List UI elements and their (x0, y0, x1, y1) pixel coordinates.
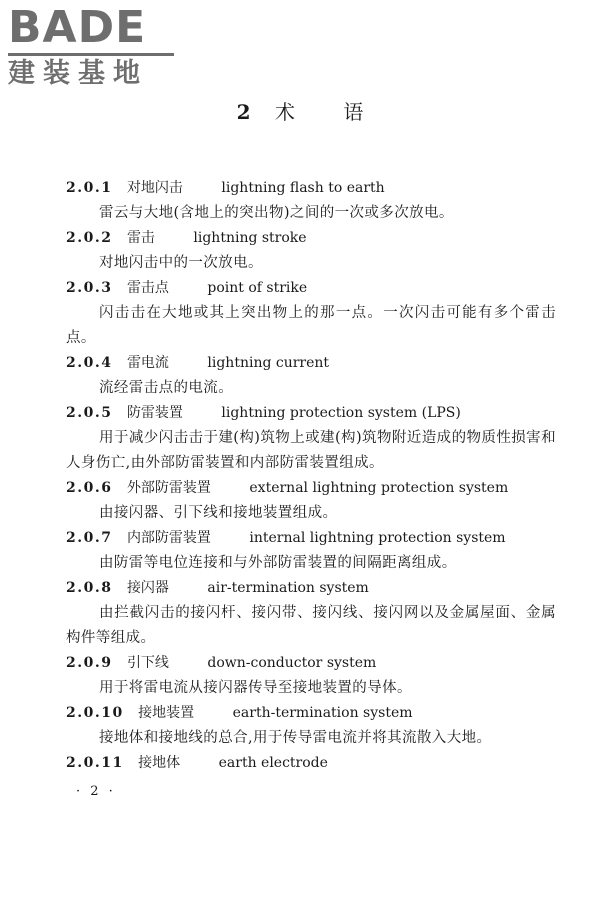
term-english: earth-termination system (232, 705, 413, 721)
term-definition: 用于将雷电流从接闪器传导至接地装置的导体。 (99, 680, 412, 696)
term-definition: 流经雷击点的电流。 (99, 380, 234, 396)
term-number: 2.0.8 (66, 580, 113, 596)
term-chinese: 引下线 (126, 655, 169, 671)
chapter-number: 2 (236, 100, 251, 124)
term-english: down-conductor system (207, 655, 377, 671)
terms-list (66, 176, 556, 776)
term-chinese: 防雷装置 (126, 405, 183, 421)
term-entry (66, 401, 556, 476)
term-heading (66, 476, 556, 501)
term-english: air-termination system (207, 580, 369, 596)
term-entry (66, 176, 556, 226)
term-english: external lightning protection system (249, 480, 509, 496)
term-number: 2.0.4 (66, 355, 113, 371)
term-number: 2.0.6 (66, 480, 113, 496)
term-definition: 由防雷等电位连接和与外部防雷装置的间隔距离组成。 (99, 555, 457, 571)
term-heading (66, 576, 556, 601)
logo-subtitle: 建装基地 (8, 58, 148, 89)
term-entry (66, 651, 556, 701)
chapter-title (0, 100, 600, 124)
term-definition: 雷云与大地(含地上的突出物)之间的一次或多次放电。 (99, 205, 454, 221)
watermark-logo (8, 2, 176, 89)
term-chinese: 接地装置 (138, 705, 195, 721)
term-heading (66, 351, 556, 376)
term-heading (66, 651, 556, 676)
term-heading (66, 226, 556, 251)
term-chinese: 雷击点 (126, 280, 169, 296)
logo-divider (8, 53, 174, 56)
page-number: · 2 · (76, 784, 116, 799)
term-heading (66, 176, 556, 201)
term-number: 2.0.11 (66, 755, 124, 771)
term-chinese: 雷击 (126, 230, 155, 246)
term-entry (66, 576, 556, 651)
term-english: internal lightning protection system (249, 530, 506, 546)
term-heading (66, 701, 556, 726)
term-definition: 对地闪击中的一次放电。 (99, 255, 263, 271)
term-entry (66, 351, 556, 401)
term-chinese: 雷电流 (126, 355, 169, 371)
term-entry (66, 701, 556, 751)
term-english: point of strike (207, 280, 308, 296)
term-english: lightning flash to earth (221, 180, 385, 196)
chapter-title-part2: 语 (343, 100, 364, 124)
term-chinese: 外部防雷装置 (126, 480, 211, 496)
term-entry (66, 751, 556, 776)
term-definition: 由接闪器、引下线和接地装置组成。 (99, 505, 338, 521)
term-number: 2.0.3 (66, 280, 113, 296)
term-definition: 闪击击在大地或其上突出物上的那一点。一次闪击可能有多个雷击点。 (66, 305, 556, 346)
term-entry (66, 476, 556, 526)
term-number: 2.0.9 (66, 655, 113, 671)
term-number: 2.0.5 (66, 405, 113, 421)
term-heading (66, 526, 556, 551)
term-definition: 用于减少闪击击于建(构)筑物上或建(构)筑物附近造成的物质性损害和人身伤亡,由外部防雷装置和内部防雷装置组成。 (66, 430, 556, 471)
term-chinese: 接地体 (138, 755, 181, 771)
term-english: lightning stroke (193, 230, 307, 246)
term-entry (66, 226, 556, 276)
term-definition: 由拦截闪击的接闪杆、接闪带、接闪线、接闪网以及金属屋面、金属构件等组成。 (66, 605, 556, 646)
term-number: 2.0.1 (66, 180, 113, 196)
term-heading (66, 751, 556, 776)
term-number: 2.0.7 (66, 530, 113, 546)
term-chinese: 内部防雷装置 (126, 530, 211, 546)
term-definition: 接地体和接地线的总合,用于传导雷电流并将其流散入大地。 (99, 730, 492, 746)
term-english: lightning current (207, 355, 330, 371)
term-heading (66, 401, 556, 426)
term-number: 2.0.10 (66, 705, 124, 721)
logo-wordmark: BADE (8, 2, 147, 53)
term-entry (66, 276, 556, 351)
term-heading (66, 276, 556, 301)
term-chinese: 对地闪击 (126, 180, 183, 196)
term-chinese: 接闪器 (126, 580, 169, 596)
term-number: 2.0.2 (66, 230, 113, 246)
term-entry (66, 526, 556, 576)
term-english: lightning protection system (LPS) (221, 405, 461, 421)
term-english: earth electrode (218, 755, 328, 771)
chapter-title-part1: 术 (274, 100, 295, 124)
